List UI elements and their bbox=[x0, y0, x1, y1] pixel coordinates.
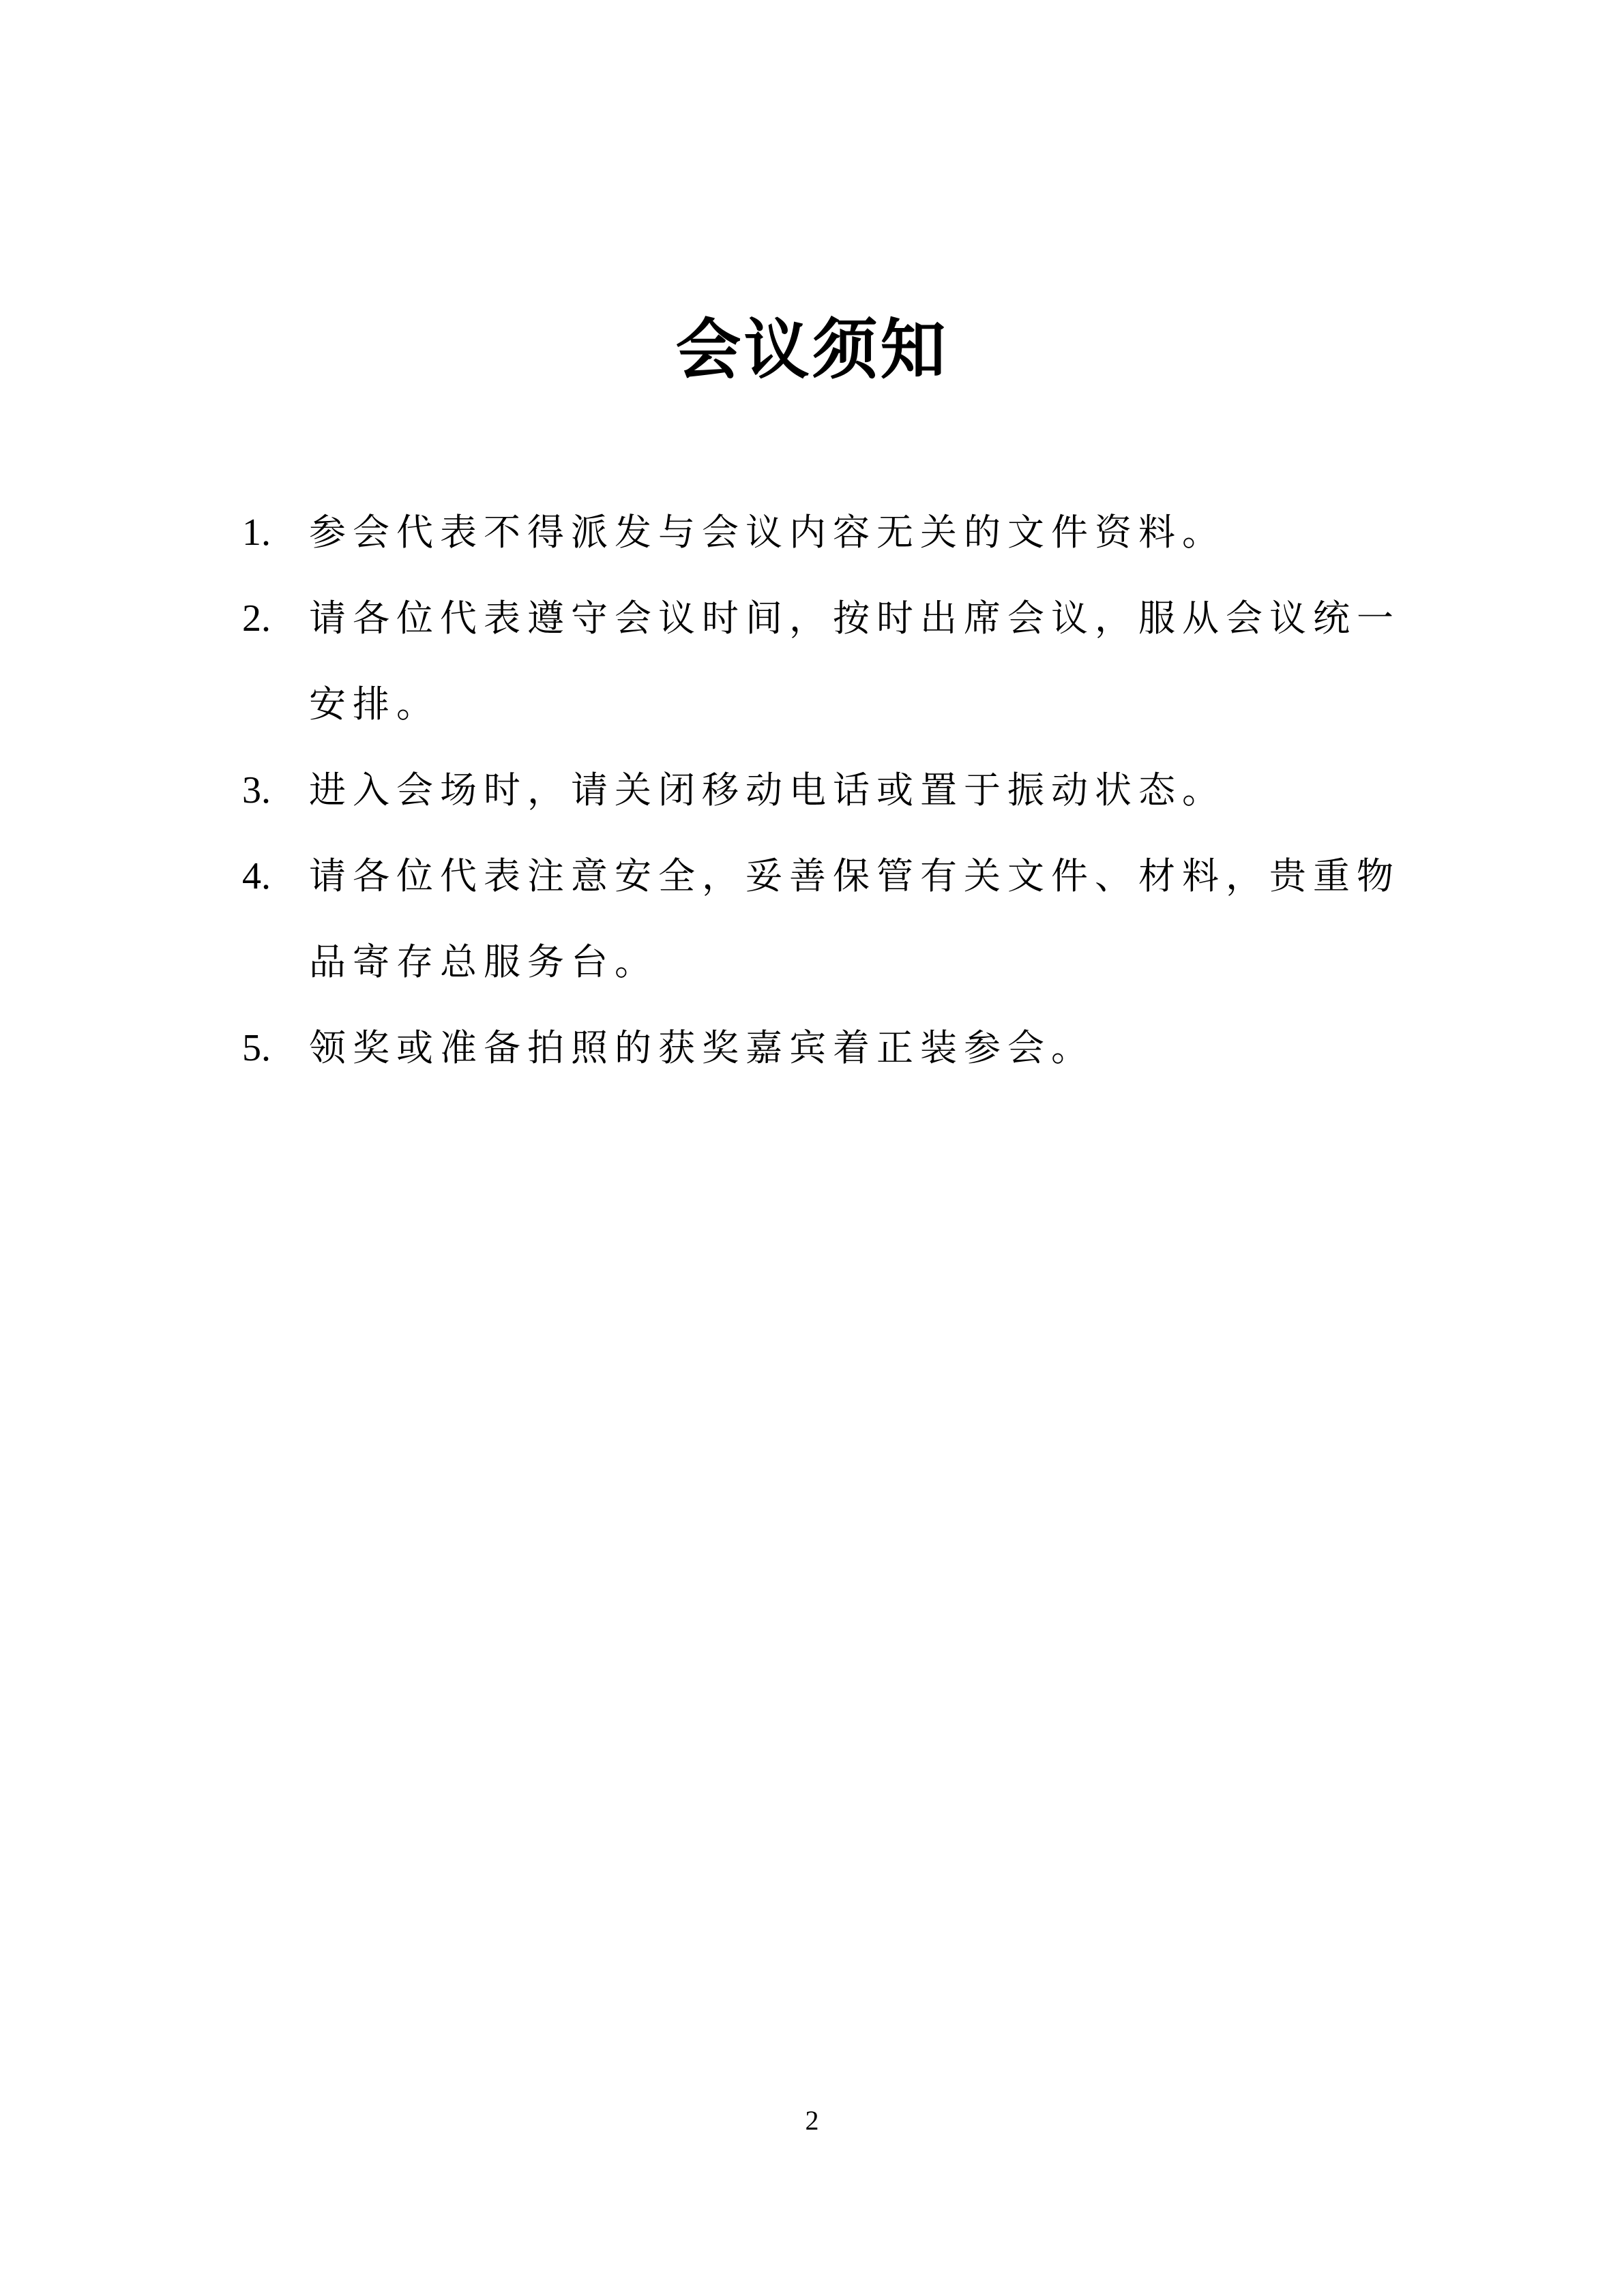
item-text: 进入会场时，请关闭移动电话或置于振动状态。 bbox=[309, 769, 1226, 811]
item-text: 参会代表不得派发与会议内容无关的文件资料。 bbox=[309, 511, 1226, 554]
item-text: 领奖或准备拍照的获奖嘉宾着正装参会。 bbox=[309, 1026, 1095, 1069]
notice-item-5 bbox=[242, 1005, 1402, 1091]
page-title: 会议须知 bbox=[675, 312, 949, 388]
item-number: 3. bbox=[242, 769, 271, 811]
item-text: 请各位代表遵守会议时间，按时出席会议，服从会议统一安排。 bbox=[309, 597, 1400, 726]
item-number: 2. bbox=[242, 597, 271, 640]
notice-list bbox=[242, 490, 1402, 1091]
item-number: 1. bbox=[242, 511, 271, 554]
item-number: 5. bbox=[242, 1027, 271, 1069]
item-text: 请各位代表注意安全，妥善保管有关文件、材料，贵重物品寄存总服务台。 bbox=[309, 854, 1400, 983]
notice-item-3 bbox=[242, 747, 1402, 833]
notice-item-4 bbox=[242, 833, 1402, 1005]
notice-item-1 bbox=[242, 490, 1402, 576]
notice-item-2 bbox=[242, 576, 1402, 747]
page-number: 2 bbox=[805, 2105, 819, 2136]
item-number: 4. bbox=[242, 855, 271, 897]
